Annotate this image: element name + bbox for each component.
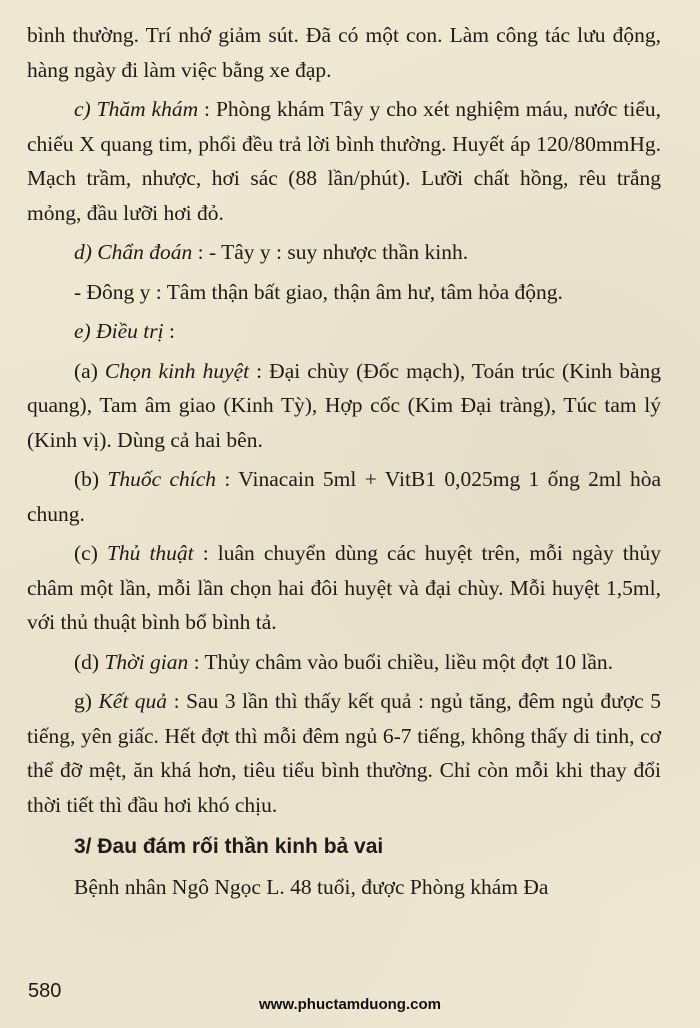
acupoints-prefix: (a) [74, 358, 105, 383]
injection-prefix: (b) [74, 467, 108, 491]
paragraph-diagnosis [27, 235, 661, 270]
injection-text: : Vinacain 5ml + VitB1 0,025mg 1 ống 2ml hòa chung. [27, 467, 661, 526]
new-case-text: Bệnh nhân Ngô Ngọc L. 48 tuổi, được Phòng khám Đa [74, 875, 549, 899]
technique-text: : luân chuyển dùng các huyệt trên, mỗi ngày thủy châm một lần, mỗi lần chọn hai đôi huyệt và đại chùy. Mỗi huyệt 1,5ml, với thủ thuật bình bổ bình tả. [27, 541, 662, 634]
section-heading: 3/ Đau đám rối thần kinh bả vai [74, 835, 384, 858]
duration-text: : Thủy châm vào buổi chiều, liều một đợt 10 lần. [188, 649, 613, 674]
paragraph-result [27, 684, 661, 822]
examination-label: c) Thăm khám [74, 97, 199, 121]
paragraph-injection [27, 462, 661, 531]
examination-text: : Phòng khám Tây y cho xét nghiệm máu, nước tiểu, chiếu X quang tim, phổi đều trả lời bình thường. Huyết áp 120/80mmHg. Mạch trầm, nhược, hơi sác (88 lần/phút). Lưỡi chất hồng, rêu trắng mỏng, đầu lưỡi hơi đỏ. [27, 97, 661, 225]
paragraph-diagnosis-eastern [27, 275, 661, 310]
technique-label: Thủ thuật [106, 541, 194, 565]
paragraph-history-end [27, 18, 661, 87]
treatment-label: e) Điều trị [74, 319, 164, 343]
footer-website-url: www.phuctamduong.com [259, 996, 441, 1013]
paragraph-text: bình thường. Trí nhớ giảm sút. Đã có một con. Làm công tác lưu động, hàng ngày đi làm việc bằng xe đạp. [27, 23, 661, 82]
page-body-text [27, 18, 661, 910]
result-text: : Sau 3 lần thì thấy kết quả : ngủ tăng, đêm ngủ được 5 tiếng, yên giấc. Hết đợt thì mỗi đêm ngủ 6-7 tiếng, không thấy di tinh, cơ thể đỡ mệt, ăn khá hơn, tiêu tiểu bình thường. Chỉ còn mỗi khi thay đổi thời tiết thì đầu hơi khó chịu. [27, 689, 661, 817]
diagnosis-label: d) Chẩn đoán [74, 240, 193, 264]
paragraph-acupoints [27, 354, 661, 458]
duration-prefix: (d) [74, 649, 105, 674]
paragraph-treatment [27, 314, 661, 349]
page-number: 580 [28, 980, 62, 1002]
treatment-colon: : [163, 319, 175, 343]
diagnosis-eastern-text: - Đông y : Tâm thận bất giao, thận âm hư, tâm hỏa động. [74, 279, 563, 304]
duration-label: Thời gian [104, 649, 189, 674]
paragraph-technique [27, 536, 661, 640]
acupoints-label: Chọn kinh huyệt [104, 358, 250, 383]
paragraph-new-case [27, 870, 661, 905]
technique-prefix: (c) [74, 541, 107, 565]
result-prefix: g) [74, 689, 99, 713]
injection-label: Thuốc chích [107, 467, 217, 491]
paragraph-examination [27, 92, 661, 230]
acupoints-text: : Đại chùy (Đốc mạch), Toán trúc (Kinh bàng quang), Tam âm giao (Kinh Tỳ), Hợp cốc (Kim Đại tràng), Túc tam lý (Kinh vị). Dùng cả hai bên. [27, 358, 661, 452]
diagnosis-western-text: : - Tây y : suy nhược thần kinh. [192, 240, 469, 264]
result-label: Kết quả [98, 689, 168, 713]
paragraph-duration [27, 645, 661, 680]
